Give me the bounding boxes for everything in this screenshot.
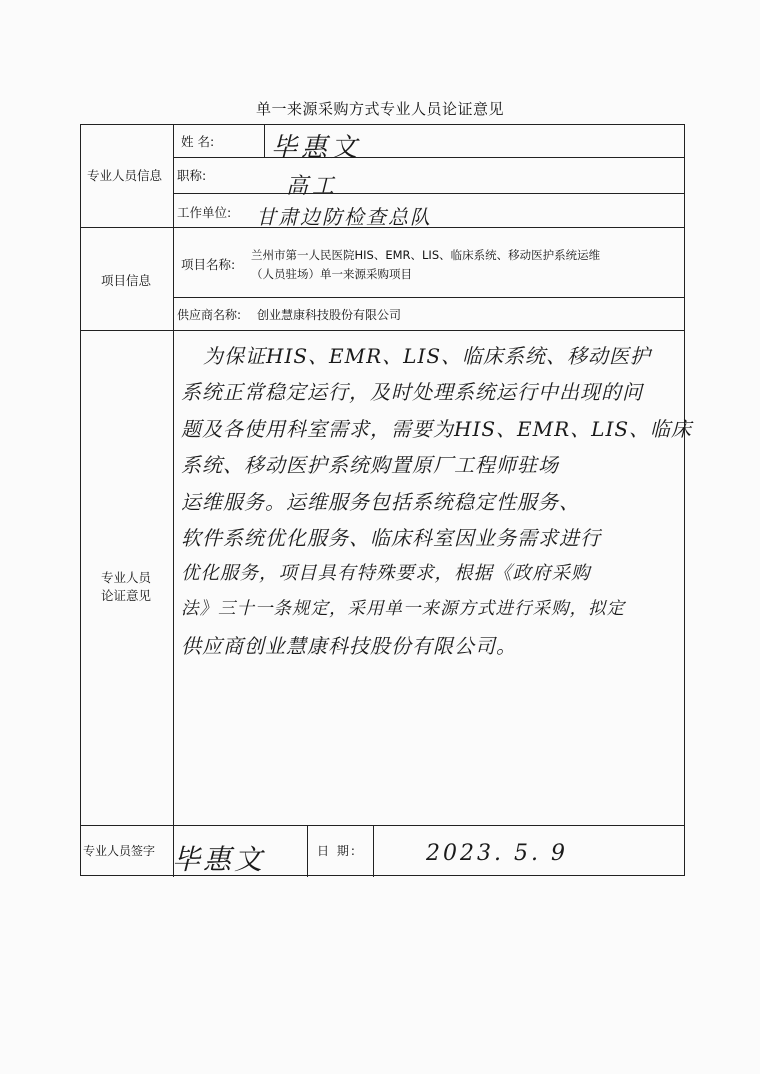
name-value: 毕惠文: [271, 133, 362, 163]
signature-value: 毕惠文: [172, 843, 266, 876]
project-name-value-line1: 兰州市第一人民医院HIS、EMR、LIS、临床系统、移动医护系统运维: [251, 248, 601, 262]
date-divider: [373, 825, 374, 877]
opinion-line: 系统、移动医护系统购置原厂工程师驻场: [181, 453, 559, 477]
title-label: 职称:: [177, 168, 207, 183]
opinion-line: 题及各使用科室需求，需要为HIS、EMR、LIS、临床: [181, 417, 693, 441]
opinion-section-label-line1: 专业人员: [101, 570, 152, 585]
opinion-line: 优化服务，项目具有特殊要求，根据《政府采购: [181, 563, 591, 584]
form-table: [80, 124, 693, 876]
personnel-section-label: 专业人员信息: [87, 168, 163, 183]
signature-label: 专业人员签字: [83, 844, 156, 858]
date-divider: [307, 825, 308, 877]
name-label: 姓 名:: [181, 134, 215, 149]
date-label: 日 期:: [317, 844, 357, 858]
opinion-line: 为保证HIS、EMR、LIS、临床系统、移动医护: [203, 344, 652, 368]
row-divider: [173, 297, 685, 298]
project-name-label: 项目名称:: [181, 257, 236, 272]
opinion-line: 运维服务。运维服务包括系统稳定性服务、: [181, 490, 580, 514]
column-divider: [173, 125, 174, 877]
date-value: 2023. 5. 9: [426, 841, 568, 866]
project-name-value-line2: （人员驻场）单一来源采购项目: [251, 267, 412, 281]
row-divider: [173, 157, 685, 158]
title-value: 高工: [286, 174, 339, 199]
name-field-divider: [264, 125, 265, 157]
employer-value: 甘肃边防检查总队: [256, 205, 432, 229]
row-divider: [173, 193, 685, 194]
document-title: 单一来源采购方式专业人员论证意见: [255, 100, 504, 118]
row-divider: [81, 330, 685, 331]
opinion-line: 系统正常稳定运行，及时处理系统运行中出现的问: [181, 380, 643, 404]
opinion-line: 软件系统优化服务、临床科室因业务需求进行: [181, 526, 601, 550]
opinion-line: 供应商创业慧康科技股份有限公司。: [181, 634, 517, 658]
opinion-section-label-line2: 论证意见: [101, 588, 152, 603]
supplier-label: 供应商名称:: [177, 308, 242, 322]
project-section-label: 项目信息: [101, 273, 152, 288]
supplier-value: 创业慧康科技股份有限公司: [257, 308, 402, 322]
opinion-line: 法》三十一条规定，采用单一来源方式进行采购，拟定: [181, 599, 625, 619]
row-divider: [81, 825, 685, 826]
employer-label: 工作单位:: [177, 205, 232, 220]
